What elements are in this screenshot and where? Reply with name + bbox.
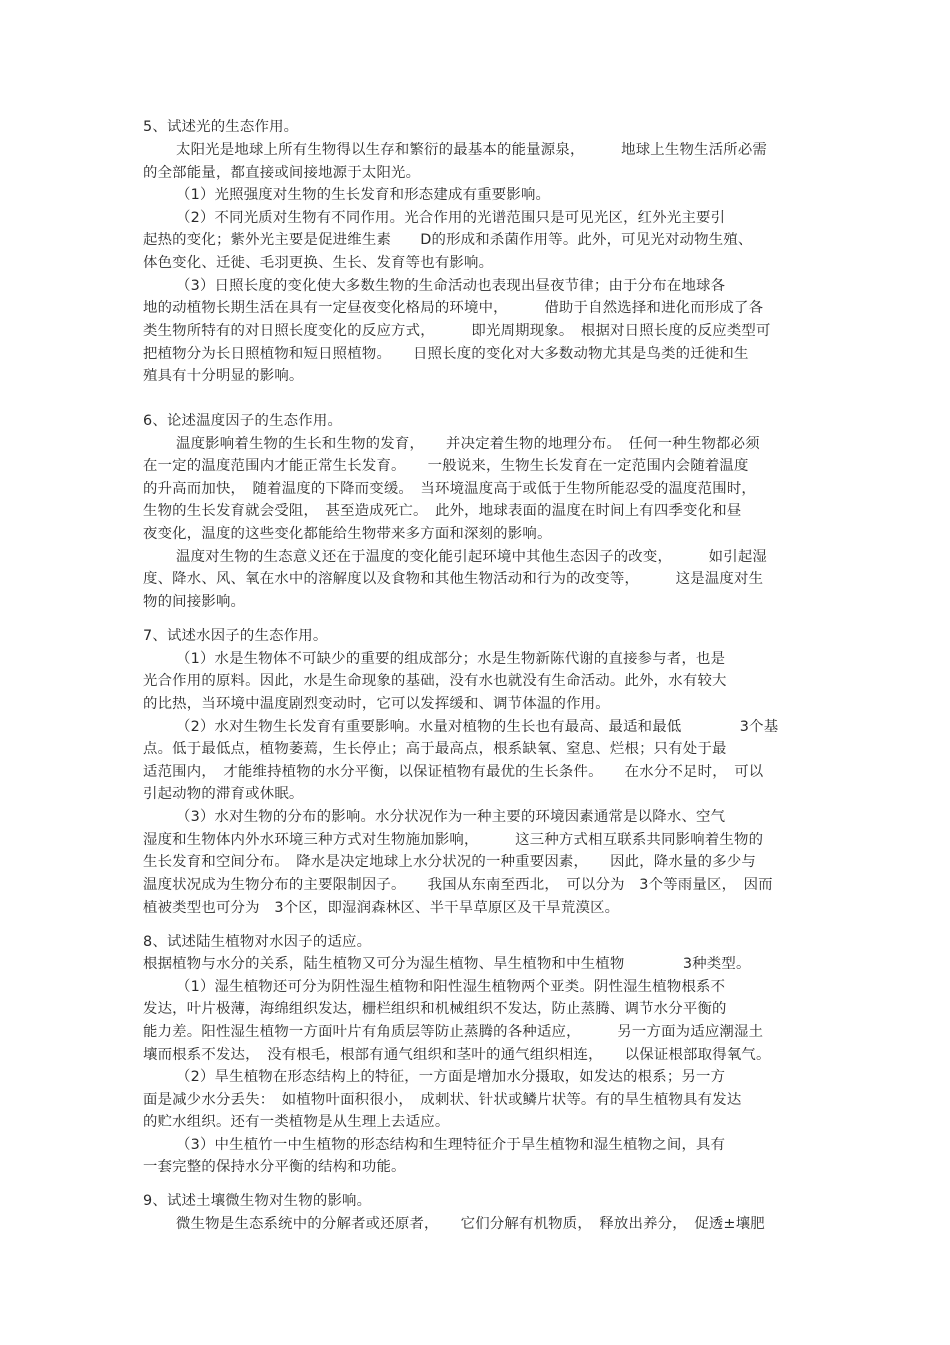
section-7-line: 生长发育和空间分布。 降水是决定地球上水分状况的一种重要因素， 因此，降水量的多少与 — [143, 854, 756, 870]
section-7-line: 适范围内， 才能维持植物的水分平衡，以保证植物有最优的生长条件。 在水分不足时， 可以 — [143, 764, 764, 780]
section-8-line: （3）中生植竹一中生植物的形态结构和生理特征介于旱生植物和湿生植物之间，具有 — [176, 1137, 726, 1153]
section-5-line: 的全部能量，都直接或间接地源于太阳光。 — [143, 165, 421, 181]
section-8-line: （1）湿生植物还可分为阴性湿生植物和阳性湿生植物两个亚类。阴性湿生植物根系不 — [176, 979, 726, 995]
section-5-heading: 5、试述光的生态作用。 — [143, 119, 299, 135]
section-7-line: （2）水对生物生长发育有重要影响。水量对植物的生长也有最高、最适和最低 3个基 — [176, 719, 779, 735]
section-5-line: 太阳光是地球上所有生物得以生存和繁衍的最基本的能量源泉， 地球上生物生活所必需 — [176, 142, 768, 158]
section-6-line: 度、降水、风、氧在水中的溶解度以及食物和其他生物活动和行为的改变等， 这是温度对生 — [143, 571, 764, 587]
section-5-line: （2）不同光质对生物有不同作用。光合作用的光谱范围只是可见光区，红外光主要引 — [176, 210, 726, 226]
section-7-line: （3）水对生物的分布的影响。水分状况作为一种主要的环境因素通常是以降水、空气 — [176, 809, 726, 825]
section-9-line: 微生物是生态系统中的分解者或还原者， 它们分解有机物质， 释放出养分， 促透±壤肥 — [176, 1216, 765, 1232]
section-5-line: 地的动植物长期生活在具有一定昼夜变化格局的环境中， 借助于自然选择和进化而形成了各 — [143, 300, 764, 316]
section-8-line: （2）旱生植物在形态结构上的特征，一方面是增加水分摄取，如发达的根系；另一方 — [176, 1069, 726, 1085]
section-7-line: （1）水是生物体不可缺少的重要的组成部分；水是生物新陈代谢的直接参与者，也是 — [176, 651, 726, 667]
section-7-line: 温度状况成为生物分布的主要限制因子。 我国从东南至西北， 可以分为 3个等雨量区， 因而 — [143, 877, 773, 893]
section-6-line: 温度影响着生物的生长和生物的发育， 并决定着生物的地理分布。 任何一种生物都必须 — [176, 436, 760, 452]
section-7-line: 引起动物的滞育或休眠。 — [143, 786, 304, 802]
section-5-line: 类生物所特有的对日照长度变化的反应方式， 即光周期现象。 根据对日照长度的反应类型可 — [143, 323, 771, 339]
section-5-line: 起热的变化；紫外光主要是促进维生素 D的形成和杀菌作用等。此外，可见光对动物生殖、 — [143, 232, 753, 248]
section-6-line: 的升高而加快， 随着温度的下降而变缓。 当环境温度高于或低于生物所能忍受的温度范围时， — [143, 481, 756, 497]
section-7-line: 湿度和生物体内外水环境三种方式对生物施加影响， 这三种方式相互联系共同影响着生物的 — [143, 832, 764, 848]
section-6-line: 在一定的温度范围内才能正常生长发育。 一般说来，生物生长发育在一定范围内会随着温度 — [143, 458, 749, 474]
section-6-line: 物的间接影响。 — [143, 594, 246, 610]
section-5-line: 殖具有十分明显的影响。 — [143, 368, 304, 384]
section-8-line: 能力差。阳性湿生植物一方面叶片有角质层等防止蒸腾的各种适应， 另一方面为适应潮湿土 — [143, 1024, 764, 1040]
section-7-line: 植被类型也可分为 3个区，即湿润森林区、半干旱草原区及干旱荒漠区。 — [143, 900, 620, 916]
section-7-heading: 7、试述水因子的生态作用。 — [143, 628, 328, 644]
section-6-line: 夜变化，温度的这些变化都能给生物带来多方面和深刻的影响。 — [143, 526, 552, 542]
section-7-line: 光合作用的原料。因此，水是生命现象的基础，没有水也就没有生命活动。此外，水有较大 — [143, 673, 727, 689]
section-8-heading: 8、试述陆生植物对水因子的适应。 — [143, 934, 372, 950]
section-6-line: 生物的生长发育就会受阻， 甚至造成死亡。 此外，地球表面的温度在时间上有四季变化和昼 — [143, 503, 742, 519]
section-5-line: （3）日照长度的变化使大多数生物的生命活动也表现出昼夜节律；由于分布在地球各 — [176, 278, 726, 294]
section-5-line: 体色变化、迁徙、毛羽更换、生长、发育等也有影响。 — [143, 255, 494, 271]
section-6-line: 温度对生物的生态意义还在于温度的变化能引起环境中其他生态因子的改变， 如引起湿 — [176, 549, 768, 565]
section-8-line: 根据植物与水分的关系，陆生植物又可分为湿生植物、旱生植物和中生植物 3种类型。 — [143, 956, 751, 972]
section-7-line: 点。低于最低点，植物萎蔫，生长停止；高于最高点，根系缺氧、窒息、烂根；只有处于最 — [143, 741, 727, 757]
section-5-line: （1）光照强度对生物的生长发育和形态建成有重要影响。 — [176, 187, 551, 203]
section-8-line: 壤而根系不发达， 没有根毛，根部有通气组织和茎叶的通气组织相连， 以保证根部取得氧气。 — [143, 1047, 771, 1063]
section-8-line: 一套完整的保持水分平衡的结构和功能。 — [143, 1159, 406, 1175]
section-9-heading: 9、试述土壤微生物对生物的影响。 — [143, 1193, 372, 1209]
section-8-line: 面是减少水分丢失： 如植物叶面积很小， 成刺状、针状或鳞片状等。有的旱生植物具有发达 — [143, 1092, 742, 1108]
section-6-heading: 6、论述温度因子的生态作用。 — [143, 413, 343, 429]
section-8-line: 发达，叶片极薄，海绵组织发达，栅栏组织和机械组织不发达，防止蒸腾、调节水分平衡的 — [143, 1001, 727, 1017]
section-7-line: 的比热，当环境中温度剧烈变动时，它可以发挥缓和、调节体温的作用。 — [143, 696, 610, 712]
section-5-line: 把植物分为长日照植物和短日照植物。 日照长度的变化对大多数动物尤其是鸟类的迁徙和生 — [143, 346, 749, 362]
section-8-line: 的贮水组织。还有一类植物是从生理上去适应。 — [143, 1114, 450, 1130]
